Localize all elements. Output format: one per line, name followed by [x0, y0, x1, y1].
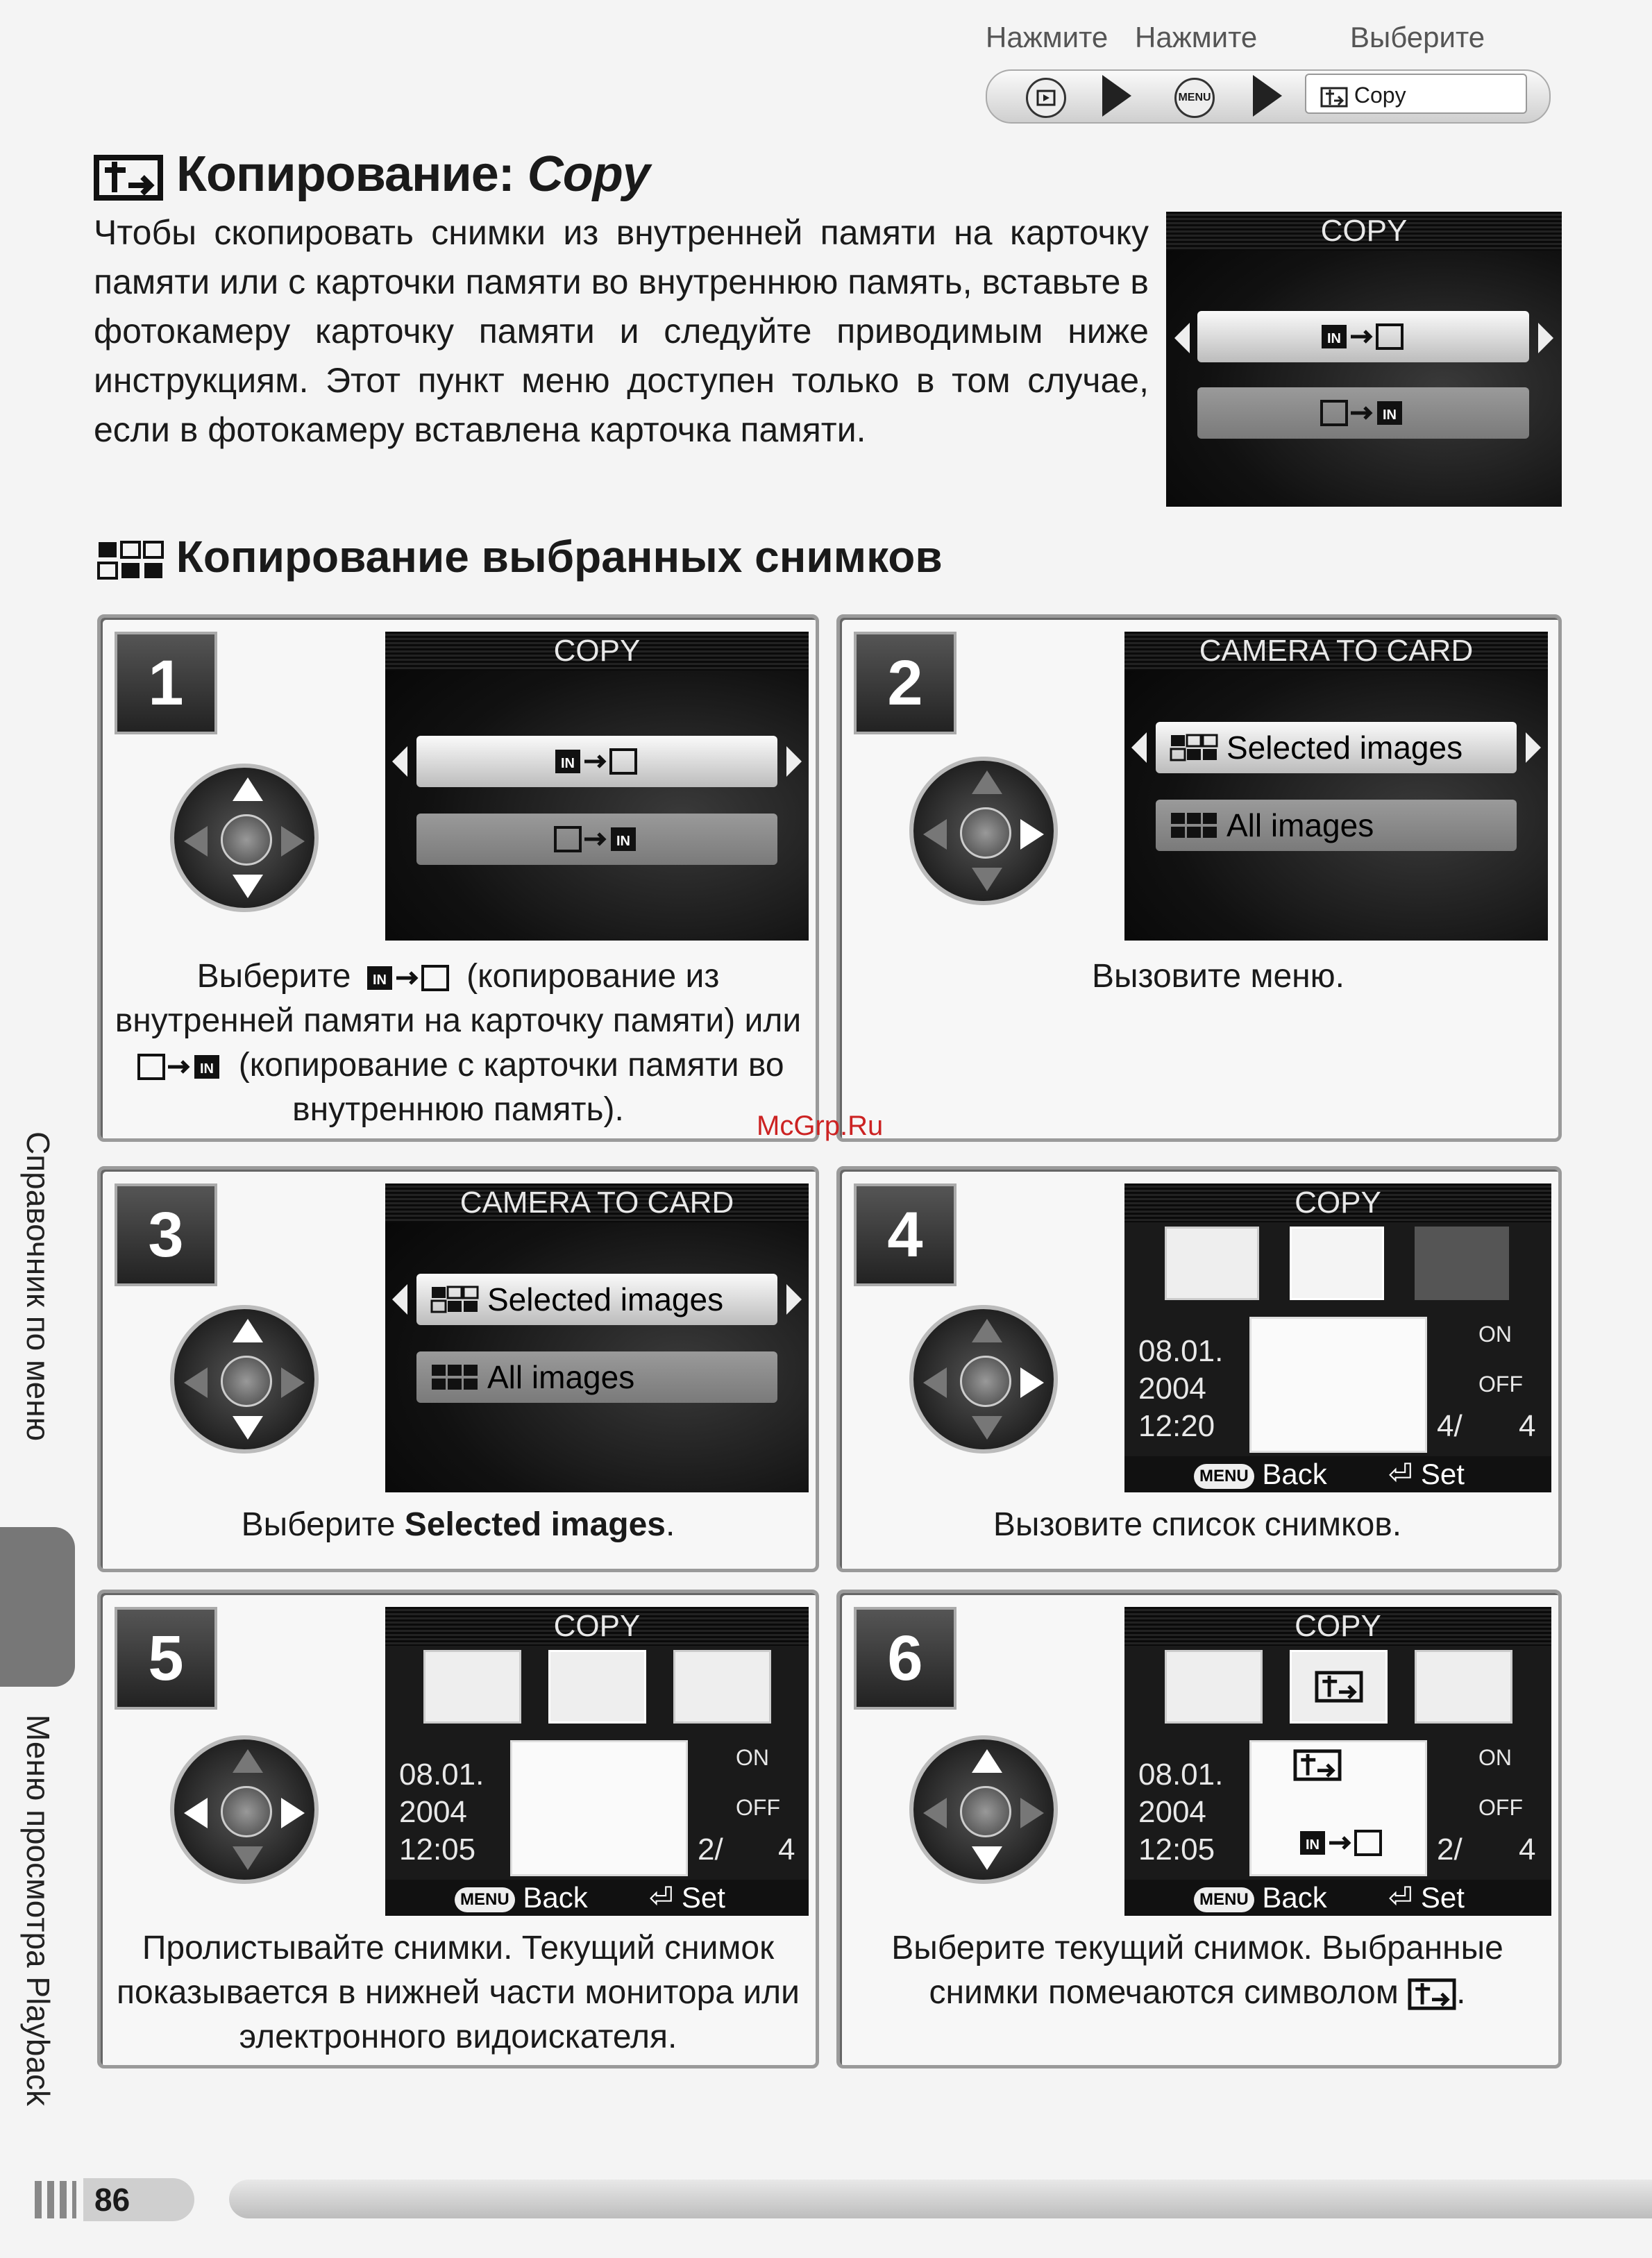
menu-button-icon: MENU	[1194, 1464, 1254, 1489]
screen-title: COPY	[385, 1607, 809, 1646]
current-image-preview	[1249, 1317, 1427, 1453]
option-in-to-card	[1197, 311, 1529, 362]
thumbnail-woman	[423, 1650, 521, 1724]
step-panel-3	[97, 1166, 819, 1572]
thumbnail-empty	[1415, 1227, 1509, 1300]
date-text: 08.01.	[1138, 1334, 1224, 1368]
in-to-card-icon	[1293, 1826, 1390, 1860]
on-label: ON	[736, 1745, 769, 1770]
svg-text:IN: IN	[1383, 407, 1397, 423]
svg-text:IN: IN	[200, 1061, 214, 1077]
multi-selector-icon	[170, 764, 319, 912]
time-text: 12:05	[399, 1832, 476, 1867]
screen-title: COPY	[385, 632, 809, 671]
menu-button-icon: MENU	[455, 1887, 515, 1912]
side-label-reference: Справочник по меню	[20, 1131, 56, 1442]
right-arrow-icon	[1538, 323, 1553, 353]
step-number: 3	[115, 1183, 217, 1286]
year-text: 2004	[1138, 1795, 1206, 1829]
step-number: 6	[854, 1607, 956, 1710]
off-label: OFF	[736, 1795, 780, 1820]
current-image-preview	[1249, 1740, 1427, 1876]
image-counter-total: 4	[1519, 1832, 1536, 1867]
image-counter: 2/	[698, 1832, 723, 1867]
option-card-to-in	[1197, 387, 1529, 439]
svg-text:IN: IN	[616, 834, 630, 849]
selected-images-icon	[430, 1286, 479, 1313]
step-caption: Вызовите список снимков.	[993, 1506, 1402, 1543]
left-arrow-icon	[1131, 732, 1147, 763]
current-image-preview	[510, 1740, 688, 1876]
step-number: 4	[854, 1183, 956, 1286]
side-tab	[0, 1527, 75, 1687]
off-label: OFF	[1478, 1372, 1523, 1397]
intro-screen	[1166, 212, 1562, 507]
menu-button-icon: MENU	[1194, 1887, 1254, 1912]
multi-selector-icon	[909, 757, 1058, 905]
screen-title: COPY	[1124, 1607, 1551, 1646]
year-text: 2004	[1138, 1372, 1206, 1406]
thumbnail-woman-2	[673, 1650, 771, 1724]
copy-icon	[94, 155, 163, 201]
on-label: ON	[1478, 1745, 1512, 1770]
camera-screen	[385, 1183, 809, 1492]
svg-text:IN: IN	[372, 972, 387, 988]
page-number: 86	[83, 2178, 194, 2221]
screen-title: CAMERA TO CARD	[385, 1183, 809, 1222]
multi-selector-icon	[170, 1735, 319, 1884]
all-images-icon	[430, 1363, 479, 1391]
intro-paragraph: Чтобы скопировать снимки из внутренней памяти на карточку памяти или с карточки памяти во внутреннюю память, вставьте в фотокамеру карточку памяти и следуйте приводимым ниже инструкциям. Этот пункт меню доступен только в том случае, если в фотокамеру вставлена карточка памяти.	[94, 213, 1149, 449]
thumbnail-marked	[1290, 1650, 1388, 1724]
camera-screen	[1124, 1183, 1551, 1492]
thumbnail-woman	[1165, 1650, 1263, 1724]
step-caption: Выберите текущий снимок. Выбранные снимки помечаются символом .	[891, 1930, 1503, 2011]
screen-bottom-bar: MENU Back ⏎ Set	[1124, 1880, 1551, 1916]
svg-text:IN: IN	[561, 756, 575, 771]
date-text: 08.01.	[1138, 1758, 1224, 1792]
option-selected-images: Selected images	[416, 1274, 777, 1325]
copy-mark-icon	[1293, 1749, 1342, 1781]
screen-bottom-bar: MENU Back ⏎ Set	[1124, 1456, 1551, 1492]
image-counter-total: 4	[778, 1832, 795, 1867]
option-selected-images: Selected images	[1156, 722, 1517, 773]
all-images-icon	[1170, 811, 1218, 839]
option-all-images: All images	[1156, 800, 1517, 851]
left-arrow-icon	[1174, 323, 1190, 353]
left-arrow-icon	[392, 1284, 407, 1315]
option-card-to-in	[416, 814, 777, 865]
page-title: Копирование: Copy	[94, 146, 650, 203]
section-title: Копирование выбранных снимков	[97, 531, 943, 582]
selected-images-icon	[97, 541, 164, 580]
card-to-in-icon	[1315, 396, 1412, 430]
step-caption: Вызовите меню.	[1091, 958, 1345, 995]
time-text: 12:20	[1138, 1409, 1215, 1443]
copy-mark-icon	[1408, 1978, 1456, 2010]
card-to-in-icon	[132, 1050, 229, 1084]
step-number: 1	[115, 632, 217, 734]
multi-selector-icon	[909, 1305, 1058, 1454]
nav-arrow-icon	[1253, 75, 1282, 117]
image-counter: 2/	[1437, 1832, 1463, 1867]
step-number: 2	[854, 632, 956, 734]
right-arrow-icon	[786, 1284, 802, 1315]
nav-selected-copy: Copy	[1305, 74, 1527, 114]
in-to-card-icon	[360, 961, 457, 995]
image-counter: 4/	[1437, 1409, 1463, 1443]
thumbnail-boat	[548, 1650, 646, 1724]
camera-screen	[1124, 632, 1548, 941]
menu-button-icon: MENU	[1174, 78, 1215, 118]
nav-step1-label: Нажмите	[986, 21, 1109, 53]
step-number: 5	[115, 1607, 217, 1710]
side-label-playback-menu: Меню просмотра Playback	[20, 1714, 56, 2107]
thumbnail-woman-2	[1415, 1650, 1512, 1724]
copy-icon	[1320, 87, 1348, 108]
footer-stripes	[35, 2181, 76, 2218]
screen-title: CAMERA TO CARD	[1124, 632, 1548, 671]
step-caption: Выберите Selected images.	[241, 1506, 675, 1543]
step-panel-6	[836, 1590, 1562, 2069]
on-label: ON	[1478, 1322, 1512, 1347]
nav-step3-label: Выберите	[1350, 21, 1485, 53]
time-text: 12:05	[1138, 1832, 1215, 1867]
screen-bottom-bar: MENU Back ⏎ Set	[385, 1880, 809, 1916]
right-arrow-icon	[786, 746, 802, 777]
camera-screen	[385, 1607, 809, 1916]
step-caption: Выберите IN (копирование из внутренней памяти на карточку памяти) или IN (копирование с карточки памяти во внутреннюю память).	[115, 958, 802, 1128]
selected-images-icon	[1170, 734, 1218, 761]
step-panel-5	[97, 1590, 819, 2069]
camera-screen	[1124, 1607, 1551, 1916]
footer-bar	[229, 2180, 1652, 2218]
screen-title: COPY	[1124, 1183, 1551, 1222]
multi-selector-icon	[909, 1735, 1058, 1884]
step-panel-1	[97, 614, 819, 1142]
right-arrow-icon	[1526, 732, 1541, 763]
watermark: McGrp.Ru	[757, 1111, 884, 1141]
thumbnail-flowers	[1290, 1227, 1384, 1300]
svg-text:IN: IN	[1306, 1837, 1320, 1853]
svg-text:IN: IN	[1327, 331, 1341, 346]
date-text: 08.01.	[399, 1758, 484, 1792]
multi-selector-icon	[170, 1305, 319, 1454]
screen-title: COPY	[1166, 212, 1562, 251]
image-counter-total: 4	[1519, 1409, 1536, 1443]
step-caption: Пролистывайте снимки. Текущий снимок показывается в нижней части монитора или электронного видоискателя.	[117, 1930, 800, 2055]
nav-arrow-icon	[1102, 75, 1131, 117]
year-text: 2004	[399, 1795, 467, 1829]
camera-screen	[385, 632, 809, 941]
playback-button-icon	[1026, 78, 1066, 118]
step-panel-2	[836, 614, 1562, 1142]
in-to-card-icon	[1315, 319, 1412, 354]
thumbnail-woman	[1165, 1227, 1259, 1300]
left-arrow-icon	[392, 746, 407, 777]
step-panel-4	[836, 1166, 1562, 1572]
option-in-to-card	[416, 736, 777, 787]
off-label: OFF	[1478, 1795, 1523, 1820]
copy-mark-icon	[1315, 1671, 1363, 1703]
nav-step2-label: Нажмите	[1135, 21, 1258, 53]
option-all-images: All images	[416, 1351, 777, 1403]
